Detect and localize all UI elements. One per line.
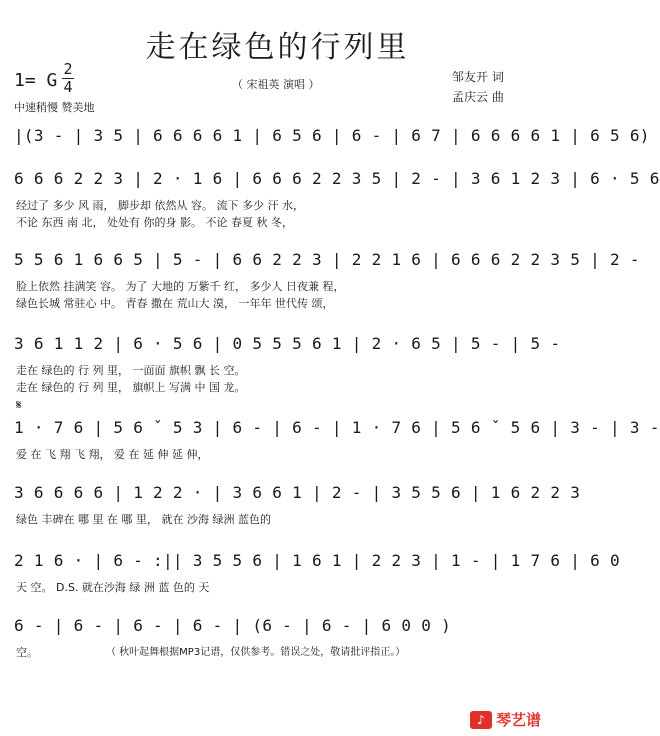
key-signature: 1= G <box>14 70 58 91</box>
notation-line-4: 3 6 1 1 2 | 6 · 5 6 | 0 5 5 5 6 1 | 2 · 6 5 | 5 - | 5 - <box>14 334 561 353</box>
lyric-line-2: 不论 东西 南 北， 处处有 你的身 影。 不论 春夏 秋 冬， <box>16 216 293 229</box>
lyricist-credit: 邹友开 词 <box>452 70 504 84</box>
logo-text: 琴艺谱 <box>495 711 541 729</box>
notation-line-1: |(3 - | 3 5 | 6 6 6 6 1 | 6 5 6 | 6 - | 6 7 | 6 6 6 6 1 | 6 5 6) <box>14 126 650 145</box>
lyric-line-3: 脸上依然 挂满笑 容。 为了 大地的 万紫千 红， 多少人 日夜兼 程， <box>16 280 345 293</box>
singer-credit: （ 宋祖英 演唱 ） <box>232 78 320 91</box>
lyric-line-5: 走在 绿色的 行 列 里， 一面面 旗帜 飘 长 空。 <box>16 364 246 377</box>
lyric-line-6: 走在 绿色的 行 列 里， 旗帜上 写满 中 国 龙。 <box>16 381 246 394</box>
lyric-line-10: 空。 <box>16 646 38 659</box>
notation-line-2: 6 6 6 2 2 3 | 2 · 1 6 | 6 6 6 2 2 3 5 | 2 - | 3 6 1 2 3 | 6 · 5 6 <box>14 169 660 188</box>
time-denominator: 4 <box>63 78 73 96</box>
lyric-line-4: 绿色长城 常驻心 中。 青春 撒在 荒山大 漠， 一年年 世代传 颂， <box>16 297 334 310</box>
segno-sign: 𝄋 <box>16 398 22 413</box>
page-title: 走在绿色的行列里 <box>145 30 410 65</box>
lyric-line-7: 爱 在 飞 翔 飞 翔， 爱 在 延 伸 延 伸， <box>16 448 209 461</box>
logo-mark-icon: ♪ <box>470 711 492 729</box>
tempo-marking: 中速稍慢 赞美地 <box>14 101 95 114</box>
notation-line-5: 1 · 7 6 | 5 6 ˇ 5 3 | 6 - | 6 - | 1 · 7 6 | 5 6 ˇ 5 6 | 3 - | 3 - <box>14 418 660 437</box>
notation-line-6: 3 6 6 6 6 | 1 2 2 · | 3 6 6 1 | 2 - | 3 5 5 6 | 1 6 2 2 3 <box>14 483 581 502</box>
notation-line-3: 5 5 6 1 6 6 5 | 5 - | 6 6 2 2 3 | 2 2 1 6 | 6 6 6 2 2 3 5 | 2 - <box>14 250 640 269</box>
time-numerator: 2 <box>63 60 73 78</box>
lyric-line-8: 绿色 丰碑在 哪 里 在 哪 里， 就在 沙海 绿洲 蓝色的 <box>16 513 271 526</box>
notation-line-7: 2 1 6 · | 6 - :|| 3 5 5 6 | 1 6 1 | 2 2 3 | 1 - | 1 7 6 | 6 0 <box>14 551 620 570</box>
lyric-line-1: 经过了 多少 风 雨， 脚步却 依然从 容。 流下 多少 汗 水， <box>16 199 304 212</box>
composer-credit: 孟庆云 曲 <box>452 90 504 104</box>
time-signature <box>62 62 74 95</box>
notation-line-8: 6 - | 6 - | 6 - | 6 - | (6 - | 6 - | 6 0 0 ) <box>14 616 452 635</box>
lyric-line-9: 天 空。 D.S. 就在沙海 绿 洲 蓝 色的 天 <box>16 581 210 594</box>
site-logo <box>470 709 541 730</box>
transcription-note: （ 秋叶起舞根据MP3记谱，仅供参考。错误之处，敬请批评指正。） <box>106 647 406 658</box>
